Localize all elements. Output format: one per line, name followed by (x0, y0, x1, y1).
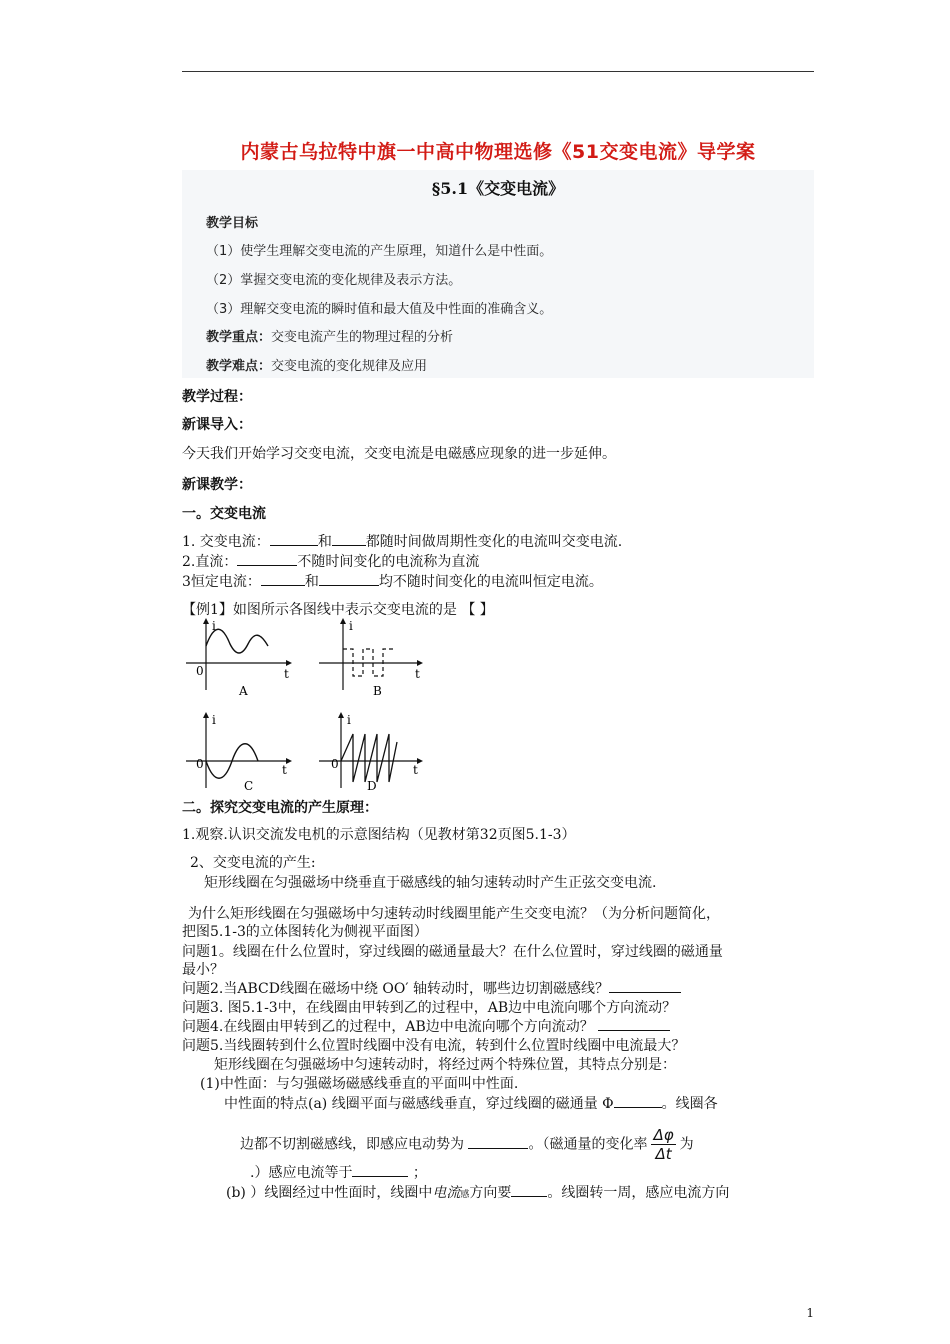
neutral-plane-emf (240, 1126, 694, 1163)
blank (468, 1134, 528, 1149)
i-label: i (349, 619, 353, 633)
s2-line-1: 1.观察.认识交流发电机的示意图结构（见教材第32页图5.1-3） (182, 827, 576, 843)
definition-ac-text: 都随时间做周期性变化的电流叫交变电流. (365, 534, 623, 550)
t-label: t (415, 667, 420, 681)
x-axis-arrow (286, 758, 292, 764)
document-title: 内蒙古乌拉特中旗一中高中物理选修《51交变电流》导学案 (240, 141, 756, 163)
graph-a (184, 616, 294, 700)
blank (319, 571, 379, 586)
x-axis-arrow (286, 660, 292, 666)
graph-c (184, 710, 294, 794)
t-label: t (282, 763, 287, 777)
fraction-denominator: Δt (655, 1145, 672, 1163)
difficult-point (206, 355, 427, 374)
definition-ac-and: 和 (317, 534, 332, 550)
intro-text: 今天我们开始学习交变电流，交变电流是电磁感应现象的进一步延伸。 (182, 446, 616, 462)
i-label: i (212, 713, 216, 727)
page-number: 1 (806, 1306, 814, 1320)
neutral-plane-feature-b (226, 1182, 729, 1202)
blank (614, 1093, 662, 1108)
blank (270, 531, 318, 546)
process-heading: 教学过程： (182, 389, 252, 405)
induced-current-text: .）感应电流等于 (250, 1165, 353, 1181)
feature-a-text: 中性面的特点(a) 线圈平面与磁感线垂直，穿过线圈的磁通量 Φ (224, 1096, 614, 1112)
definition-dc (182, 551, 479, 571)
key-point-text: 交变电流产生的物理过程的分析 (271, 330, 454, 345)
question-4-text: 问题4.在线圈由甲转到乙的过程中，AB边中电流向哪个方向流动？ (182, 1019, 594, 1035)
definition-ac (182, 531, 622, 551)
difficult-point-text: 交变电流的变化规律及应用 (271, 359, 428, 374)
graph-label-b: B (373, 684, 382, 698)
teach-heading: 新课教学： (182, 477, 252, 493)
question-5: 问题5.当线圈转到什么位置时线圈中没有电流，转到什么位置时线圈中电流最大？ (182, 1038, 686, 1054)
definition-ac-label: 1. 交变电流： (182, 534, 270, 550)
flux-rate-fraction (651, 1126, 675, 1163)
definition-dc-text: 不随时间变化的电流称为直流 (297, 554, 480, 570)
feature-b-tail: 。线圈转一周，感应电流方向 (547, 1185, 730, 1201)
flux-rate-text: 。（磁通量的变化率 (528, 1136, 648, 1153)
graph-d (317, 710, 427, 794)
blank (261, 571, 305, 586)
blank (332, 531, 366, 546)
section-2-heading: 二。探究交变电流的产生原理： (182, 800, 378, 816)
t-label: t (413, 763, 418, 777)
key-point-label: 教学重点： (206, 330, 272, 345)
s2-line-6: 矩形线圈在匀强磁场中匀速转动时，将经过两个特殊位置，其特点分别是： (214, 1057, 676, 1073)
graph-label-d: D (367, 779, 377, 793)
section-subtitle: §5.1《交变电流》 (431, 179, 565, 198)
fraction-numerator: Δφ (653, 1126, 674, 1144)
question-1b: 最小？ (182, 962, 224, 978)
induced-current-line (250, 1162, 427, 1182)
blank (609, 978, 681, 993)
origin-label: 0 (196, 664, 204, 678)
key-point (206, 326, 453, 345)
blank (237, 551, 297, 566)
feature-b-current: 电流 (432, 1185, 461, 1201)
goals-heading: 教学目标 (206, 216, 259, 231)
i-label: i (347, 713, 351, 727)
neutral-plane-definition: (1)中性面：与匀强磁场磁感线垂直的平面叫中性面. (200, 1076, 519, 1092)
section-1-heading: 一。交变电流 (182, 506, 266, 522)
goal-item-1: （1）使学生理解交变电流的产生原理，知道什么是中性面。 (206, 244, 553, 259)
t-label: t (284, 667, 289, 681)
header-rule (182, 71, 814, 72)
x-axis-arrow (417, 758, 423, 764)
emf-text: 边都不切割磁感线，即感应电动势为 (240, 1136, 464, 1153)
y-axis-arrow (340, 618, 346, 624)
s2-line-2: 2、交变电流的产生: (190, 855, 316, 871)
x-axis-arrow (417, 660, 423, 666)
definition-constant-text: 均不随时间变化的电流叫恒定电流。 (378, 574, 603, 590)
s2-line-3: 矩形线圈在匀强磁场中绕垂直于磁感线的轴匀速转动时产生正弦交变电流. (204, 875, 657, 891)
s2-line-4: 为什么矩形线圈在匀强磁场中匀速转动时线圈里能产生交变电流？（为分析问题简化， (188, 906, 720, 922)
neutral-plane-feature-a (224, 1093, 718, 1113)
origin-label: 0 (196, 757, 204, 771)
induced-current-tail: ； (412, 1165, 427, 1181)
flux-rate-is: 为 (679, 1136, 694, 1153)
definition-dc-label: 2.直流： (182, 554, 238, 570)
definition-constant-and: 和 (304, 574, 319, 590)
feature-a-tail: 。线圈各 (661, 1096, 718, 1112)
sawtooth-d (341, 734, 397, 782)
feature-b-subscript: 感 (460, 1190, 470, 1200)
definition-constant-label: 3恒定电流： (182, 574, 261, 590)
origin-label: 0 (331, 757, 339, 771)
blank (352, 1162, 408, 1177)
intro-heading: 新课导入： (182, 417, 252, 433)
s2-line-5: 把图5.1-3的立体图转化为侧视平面图） (182, 924, 428, 940)
graph-label-a: A (239, 684, 248, 698)
y-axis-arrow (203, 618, 209, 624)
question-2-text: 问题2.当ABCD线圈在磁场中绕 OO′ 轴转动时，哪些边切割磁感线？ (182, 981, 609, 997)
graph-label-c: C (244, 779, 254, 793)
difficult-point-label: 教学难点： (206, 359, 272, 374)
y-axis-arrow (338, 712, 344, 718)
goal-item-3: （3）理解交变电流的瞬时值和最大值及中性面的准确含义。 (206, 302, 553, 317)
goal-item-2: （2）掌握交变电流的变化规律及表示方法。 (206, 273, 462, 288)
feature-b-text: (b) ）线圈经过中性面时，线圈中 (226, 1185, 433, 1201)
definition-constant (182, 571, 603, 591)
question-3: 问题3. 图5.1-3中，在线圈由甲转到乙的过程中，AB边中电流向哪个方向流动？ (182, 1000, 677, 1016)
feature-b-direction: 方向要 (469, 1185, 512, 1201)
blank (598, 1016, 670, 1031)
question-2 (182, 978, 681, 998)
question-1a: 问题1。线圈在什么位置时，穿过线圈的磁通量最大？在什么位置时，穿过线圈的磁通量 (182, 944, 723, 960)
example-1-text: 【例1】如图所示各图线中表示交变电流的是 【 】 (182, 602, 494, 618)
question-4 (182, 1016, 670, 1036)
y-axis-arrow (203, 712, 209, 718)
graph-b (317, 616, 427, 700)
i-label: i (212, 619, 216, 633)
blank (511, 1182, 547, 1197)
